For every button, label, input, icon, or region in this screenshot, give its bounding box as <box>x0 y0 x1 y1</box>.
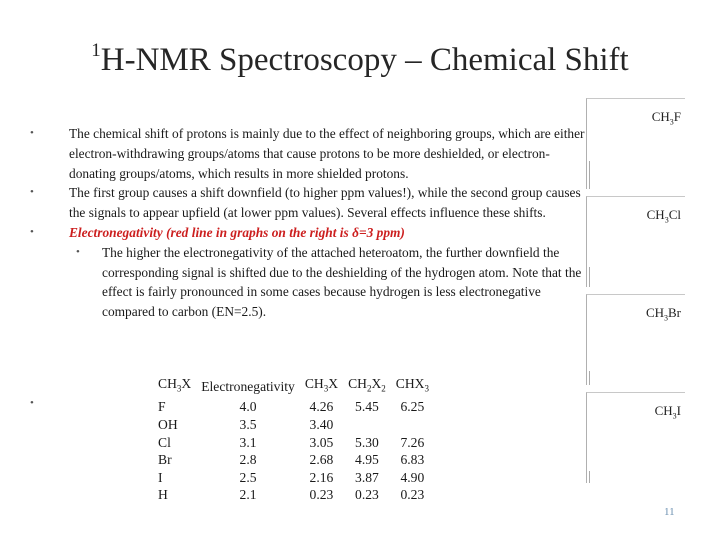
bullet-list <box>30 124 590 322</box>
table-cell: 5.45 <box>355 399 379 415</box>
bullet-dot-icon: • <box>30 127 34 139</box>
table-cell: 4.26 <box>309 399 334 415</box>
spectra-column <box>586 98 686 484</box>
table-cell: H <box>158 487 168 503</box>
page-number: 11 <box>664 506 675 518</box>
bullet-electronegativity <box>30 223 590 243</box>
header-ch2x2: $CH_2X_2$ <box>348 376 386 394</box>
table-cell: 4.0 <box>239 399 257 415</box>
table-row <box>154 398 435 416</box>
spectrum-label: $CH_3Br$ <box>645 305 681 323</box>
table-cell: Cl <box>158 434 171 450</box>
table-cell: 2.68 <box>309 452 334 468</box>
table-cell: 3.40 <box>309 416 334 432</box>
bullet-2 <box>30 183 590 223</box>
spectrum-peak <box>589 371 590 385</box>
spectrum-label: $CH_3F$ <box>651 109 681 127</box>
table-cell: 7.26 <box>400 434 425 450</box>
electronegativity-table <box>154 375 435 504</box>
table-cell: 3.5 <box>239 416 257 432</box>
table-cell: I <box>158 469 163 485</box>
bullet-dot-icon: • <box>30 186 34 199</box>
table-cell: 0.23 <box>400 487 425 503</box>
spectrum-panel-ch3i <box>586 392 685 483</box>
spectrum-panel-ch3cl <box>586 196 685 287</box>
table-row <box>154 434 435 452</box>
table-cell <box>344 416 392 434</box>
spectrum-peak <box>589 471 590 483</box>
table-cell: 6.83 <box>400 452 425 468</box>
table-row <box>154 416 435 434</box>
header-electronegativity: Electronegativity <box>201 378 295 394</box>
bullet-dot-icon: • <box>30 225 34 238</box>
sub-bullet <box>30 243 590 322</box>
spectrum-peak <box>589 267 590 287</box>
spectrum-peak <box>589 161 590 189</box>
sub-bullet-dot-icon: • <box>76 245 80 258</box>
spectrum-panel-ch3br <box>586 294 685 385</box>
table-cell: F <box>158 399 166 415</box>
table-cell: 3.05 <box>309 434 334 450</box>
table-cell: 6.25 <box>400 399 425 415</box>
spectrum-panel-ch3f <box>586 98 685 189</box>
delta-symbol: δ <box>352 224 359 240</box>
bullet-dot-icon: • <box>30 397 34 409</box>
bullet-1 <box>30 124 590 183</box>
table-cell: 2.8 <box>239 452 257 468</box>
slide-title <box>0 40 720 79</box>
table-row <box>154 486 435 504</box>
table-cell: OH <box>158 416 178 432</box>
table-cell: 5.30 <box>355 434 379 450</box>
table-cell: 4.95 <box>355 452 379 468</box>
table-cell: 0.23 <box>355 487 379 503</box>
electronegativity-text-b: =3 ppm) <box>358 224 405 240</box>
bullet-2-text: The first group causes a shift downfield (to higher ppm values!), while the second group causes the signals to appear upfield (at lower ppm values). Several effects influence these shifts. <box>69 185 581 221</box>
table-cell: 2.5 <box>239 469 257 485</box>
table-cell: 0.23 <box>309 487 334 503</box>
table-cell: Br <box>158 452 172 468</box>
header-ch3x: $CH_3X$ <box>158 376 192 394</box>
sub-bullet-text: The higher the electronegativity of the attached heteroatom, the further downfield the corresponding signal is shifted due to the deshielding of the hydrogen atom. Note that the effect is fairly pronounced in some cases because hydrogen is less electronegative compared to carbon (EN=2.5). <box>102 244 582 320</box>
table-cell <box>392 416 435 434</box>
header-ch3x-shift: $CH_3X$ <box>304 376 339 394</box>
table-header-row <box>154 375 435 398</box>
table-row <box>154 451 435 469</box>
table-cell: 2.1 <box>239 487 257 503</box>
title-text: H-NMR Spectroscopy – Chemical Shift <box>100 42 629 78</box>
spectrum-label: $CH_3I$ <box>654 403 681 421</box>
title-superscript: 1 <box>91 40 101 61</box>
table-row <box>154 469 435 487</box>
table-cell: 2.16 <box>309 469 334 485</box>
table-cell: 3.1 <box>239 434 257 450</box>
spectrum-label: $CH_3Cl$ <box>646 207 681 225</box>
table-cell: 4.90 <box>400 469 425 485</box>
bullet-1-text: The chemical shift of protons is mainly due to the effect of neighboring groups, which are either electron-withdrawing groups/atoms that cause protons to be more deshielded, or electron-donating groups/atoms, which results in more shielded protons. <box>69 126 585 181</box>
header-chx3: $CHX_3$ <box>395 376 429 394</box>
electronegativity-text-a: Electronegativity (red line in graphs on the right is <box>69 224 353 240</box>
table-cell: 3.87 <box>355 469 379 485</box>
